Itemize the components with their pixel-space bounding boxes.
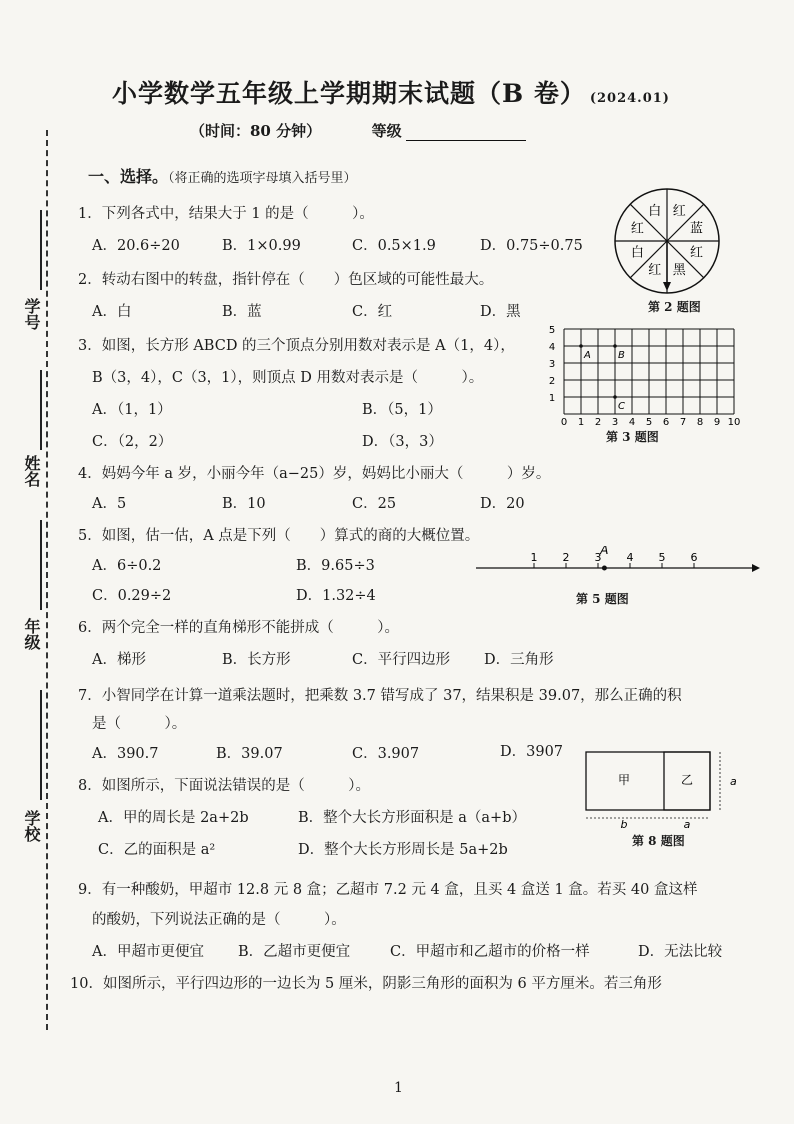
question-5: 5．如图，估一估，A 点是下列（ ）算式的商的大概位置。 <box>78 528 480 544</box>
q9-option-c[interactable]: C．甲超市和乙超市的价格一样 <box>390 944 590 960</box>
grid-y-tick: 3 <box>548 359 556 370</box>
q8-option-c[interactable]: C．乙的面积是 a² <box>98 842 216 858</box>
label-bottom-a: a <box>683 818 691 830</box>
figure-3-caption: 第 3 题图 <box>606 430 659 444</box>
grid-x-tick: 10 <box>727 417 741 428</box>
question-4: 4．妈妈今年 a 岁，小丽今年（a−25）岁，妈妈比小丽大（ ）岁。 <box>78 466 551 482</box>
grid-y-tick: 2 <box>548 376 556 387</box>
exam-title <box>112 74 670 110</box>
grid-point <box>613 344 617 348</box>
spinner-sector-label: 黑 <box>672 263 686 279</box>
q7-option-b[interactable]: B．39.07 <box>216 746 283 762</box>
q1-option-a[interactable]: A．20.6÷20 <box>92 238 180 254</box>
label-bottom-b: b <box>620 818 628 830</box>
number-line-arrow-icon <box>752 564 760 572</box>
grid-x-tick: 3 <box>611 417 619 428</box>
q2-option-d[interactable]: D．黑 <box>480 304 521 320</box>
grid-point-label: A <box>584 350 591 361</box>
spinner-sector-label: 红 <box>690 245 704 261</box>
figure-5-caption: 第 5 题图 <box>576 592 629 606</box>
spinner-sector-label: 红 <box>648 263 662 279</box>
school-blank[interactable] <box>40 690 42 800</box>
number-line-tick-label: 4 <box>626 551 634 564</box>
q9-option-b[interactable]: B．乙超市更便宜 <box>238 944 351 960</box>
q5-option-a[interactable]: A．6÷0.2 <box>92 558 162 574</box>
spinner-sector-label: 白 <box>648 203 662 219</box>
figure-2-caption: 第 2 题图 <box>648 300 701 314</box>
label-yi: 乙 <box>680 773 694 787</box>
number-line-tick-label: 6 <box>690 551 698 564</box>
q9-option-a[interactable]: A．甲超市更便宜 <box>92 944 204 960</box>
q3-option-d[interactable]: D．（3，3） <box>362 434 443 450</box>
grid-x-tick: 8 <box>696 417 704 428</box>
grade-blank[interactable] <box>406 140 526 141</box>
q5-option-b[interactable]: B．9.65÷3 <box>296 558 375 574</box>
grid-point-label: B <box>618 350 625 361</box>
grid-point <box>613 395 617 399</box>
q7-option-d[interactable]: D．3907 <box>500 744 564 760</box>
exam-time: （时间：80 分钟） <box>190 122 322 140</box>
q2-option-b[interactable]: B．蓝 <box>222 304 262 320</box>
question-9-line1: 9．有一种酸奶，甲超市 12.8 元 8 盒；乙超市 7.2 元 4 盒，且买 4 盒送 1 盒。若买 40 盒这样 <box>78 882 698 898</box>
question-8: 8．如图所示，下面说法错误的是（ ）。 <box>78 778 370 794</box>
q2-option-c[interactable]: C．红 <box>352 304 393 320</box>
q7-option-c[interactable]: C．3.907 <box>352 746 420 762</box>
section-title-text: 一、选择。 <box>88 167 169 186</box>
rectangle-figure <box>580 748 745 830</box>
grid-x-tick: 2 <box>594 417 602 428</box>
name-label: 姓名 <box>22 455 41 487</box>
question-7-line1: 7．小智同学在计算一道乘法题时，把乘数 3.7 错写成了 37，结果积是 39.07，那么正确的积 <box>78 688 682 704</box>
grid-x-tick: 0 <box>560 417 568 428</box>
question-2: 2．转动右图中的转盘，指针停在（ ）色区域的可能性最大。 <box>78 272 494 288</box>
number-line-point <box>602 566 607 571</box>
question-3-line2: B（3，4），C（3，1），则顶点 D 用数对表示是（ ）。 <box>92 370 484 386</box>
spinner-sector-label: 蓝 <box>690 221 704 237</box>
question-3-line1: 3．如图，长方形 ABCD 的三个顶点分别用数对表示是 A（1，4）， <box>78 338 515 354</box>
grid-x-tick: 6 <box>662 417 670 428</box>
q1-option-d[interactable]: D．0.75÷0.75 <box>480 238 583 254</box>
binding-dashed-line <box>46 130 48 1030</box>
grid-point <box>579 344 583 348</box>
question-9-line2: 的酸奶，下列说法正确的是（ ）。 <box>92 912 346 928</box>
q4-option-b[interactable]: B．10 <box>222 496 266 512</box>
section-note: （将正确的选项字母填入括号里） <box>168 171 357 186</box>
spinner-sector-label: 红 <box>630 221 644 237</box>
figure-8-caption: 第 8 题图 <box>632 834 685 848</box>
q4-option-c[interactable]: C．25 <box>352 496 397 512</box>
school-label: 学校 <box>22 810 41 842</box>
number-label: 学号 <box>22 298 41 330</box>
q8-option-a[interactable]: A．甲的周长是 2a+2b <box>98 810 249 826</box>
q5-option-d[interactable]: D．1.32÷4 <box>296 588 376 604</box>
exam-date: (2024.01) <box>589 91 670 106</box>
grid-x-tick: 5 <box>645 417 653 428</box>
q6-option-a[interactable]: A．梯形 <box>92 652 146 668</box>
question-7-line2: 是（ ）。 <box>92 716 187 732</box>
grid-point-label: C <box>618 401 625 412</box>
question-6: 6．两个完全一样的直角梯形不能拼成（ ）。 <box>78 620 399 636</box>
grid-x-tick: 4 <box>628 417 636 428</box>
section-title <box>88 164 357 187</box>
page-number: 1 <box>394 1080 403 1096</box>
q3-option-a[interactable]: A．（1，1） <box>92 402 172 418</box>
number-blank[interactable] <box>40 210 42 290</box>
q4-option-d[interactable]: D．20 <box>480 496 525 512</box>
q3-option-b[interactable]: B．（5，1） <box>362 402 442 418</box>
grid-y-tick: 4 <box>548 342 556 353</box>
title-text: 小学数学五年级上学期期末试题（B 卷） <box>112 79 586 108</box>
q4-option-a[interactable]: A．5 <box>92 496 127 512</box>
grid-y-tick: 1 <box>548 393 556 404</box>
question-1: 1．下列各式中，结果大于 1 的是（ ）。 <box>78 206 374 222</box>
q7-option-a[interactable]: A．390.7 <box>92 746 159 762</box>
q9-option-d[interactable]: D．无法比较 <box>638 944 723 960</box>
q6-option-d[interactable]: D．三角形 <box>484 652 554 668</box>
q1-option-b[interactable]: B．1×0.99 <box>222 238 301 254</box>
class-label: 年级 <box>22 618 41 650</box>
grid-x-tick: 9 <box>713 417 721 428</box>
spinner-sector-label: 白 <box>630 245 644 261</box>
q8-option-b[interactable]: B．整个大长方形面积是 a（a+b） <box>298 810 526 826</box>
q6-option-c[interactable]: C．平行四边形 <box>352 652 451 668</box>
name-blank[interactable] <box>40 370 42 450</box>
coordinate-grid-figure <box>544 320 744 432</box>
spinner-sector-label: 红 <box>672 203 686 219</box>
number-line-point-label: A <box>600 546 609 557</box>
label-side-a: a <box>730 775 737 788</box>
q5-option-c[interactable]: C．0.29÷2 <box>92 588 172 604</box>
number-line-tick-label: 2 <box>562 551 570 564</box>
grid-x-tick: 1 <box>577 417 585 428</box>
number-line-tick-label: 5 <box>658 551 666 564</box>
grid-x-tick: 7 <box>679 417 687 428</box>
exam-subtitle <box>190 120 526 141</box>
q3-option-c[interactable]: C．（2，2） <box>92 434 173 450</box>
grid-y-tick: 5 <box>548 325 556 336</box>
q2-option-a[interactable]: A．白 <box>92 304 132 320</box>
q8-option-d[interactable]: D．整个大长方形周长是 5a+2b <box>298 842 508 858</box>
q1-option-c[interactable]: C．0.5×1.9 <box>352 238 436 254</box>
number-line-tick-label: 1 <box>530 551 538 564</box>
class-blank[interactable] <box>40 520 42 610</box>
spinner-arrow-icon <box>663 282 671 291</box>
grade-label: 等级 <box>371 122 402 140</box>
number-line-figure <box>472 546 762 586</box>
label-jia: 甲 <box>617 773 631 787</box>
spinner-figure <box>612 186 722 296</box>
number-line-tick-label: 3 <box>594 551 602 564</box>
question-10: 10．如图所示，平行四边形的一边长为 5 厘米，阴影三角形的面积为 6 平方厘米。若三角形 <box>70 976 662 992</box>
q6-option-b[interactable]: B．长方形 <box>222 652 291 668</box>
